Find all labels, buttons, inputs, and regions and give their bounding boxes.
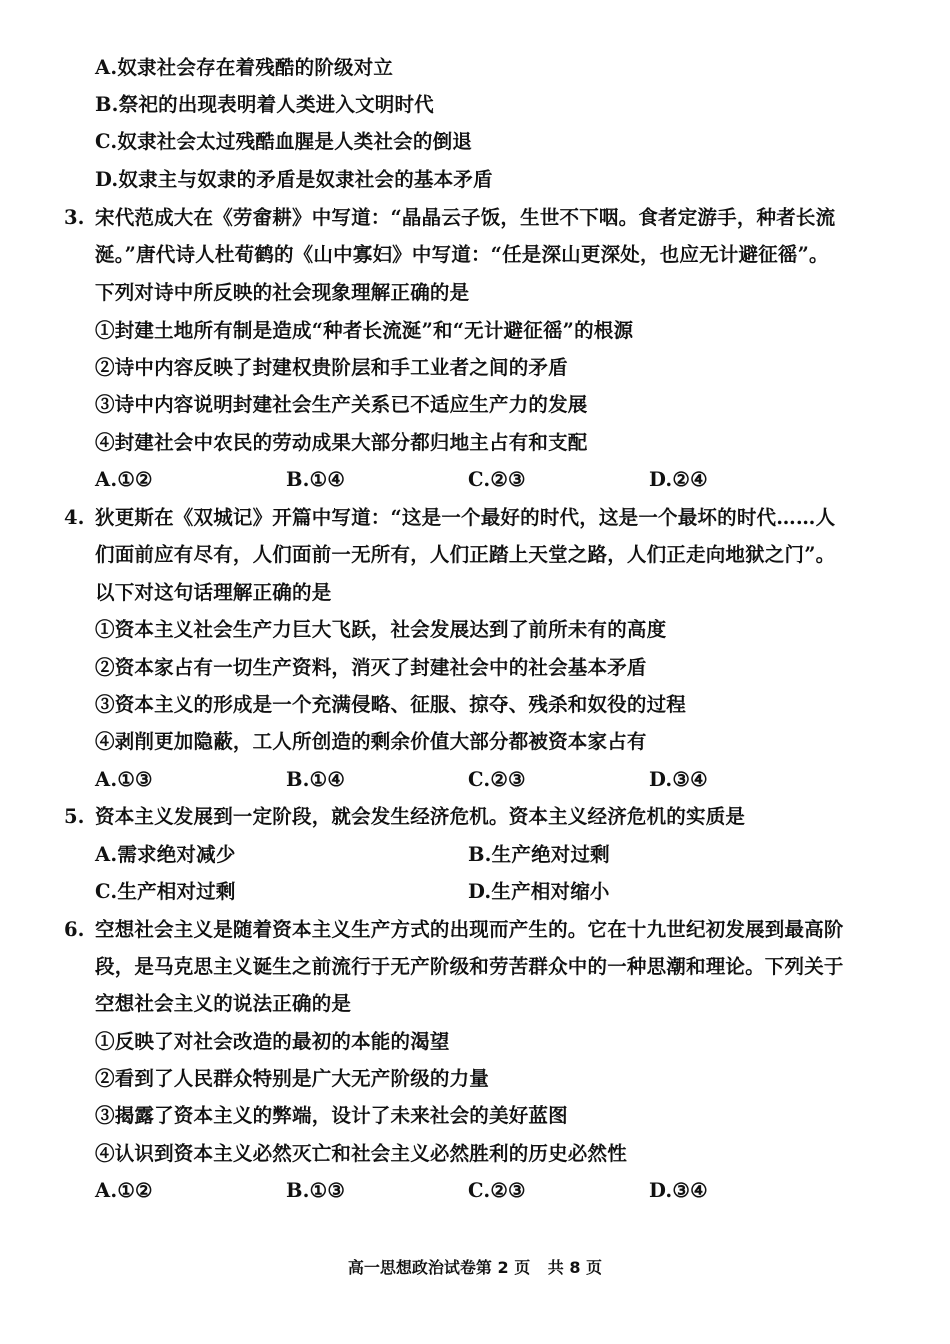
q4-item-3: ③资本主义的形成是一个充满侵略、征服、掠夺、残杀和奴役的过程 (95, 693, 687, 716)
q2-option-b: B.祭祀的出现表明着人类进入文明时代 (95, 93, 434, 116)
page-info: 高一思想政治试卷第 2 页 (347, 1258, 531, 1277)
q6-stem-line-3: 空想社会主义的说法正确的是 (95, 992, 352, 1015)
q3-item-1: ①封建土地所有制是造成“种者长流涎”和“无计避征徭”的根源 (95, 319, 634, 342)
q2-option-d: D.奴隶主与奴隶的矛盾是奴隶社会的基本矛盾 (95, 168, 493, 191)
q3-stem-line-1: 宋代范成大在《劳畲耕》中写道：“晶晶云子饭，生世不下咽。食者定游手，种者长流 (95, 206, 836, 229)
q4-stem-line-3: 以下对这句话理解正确的是 (95, 581, 332, 604)
q2-option-c: C.奴隶社会太过残酷血腥是人类社会的倒退 (95, 130, 472, 153)
q2-option-a: A.奴隶社会存在着残酷的阶级对立 (95, 56, 394, 79)
q6-item-3: ③揭露了资本主义的弊端，设计了未来社会的美好蓝图 (95, 1104, 568, 1127)
q4-choice-c: C.②③ (468, 768, 526, 791)
q3-stem-line-3: 下列对诗中所反映的社会现象理解正确的是 (95, 281, 470, 304)
q4-choice-d: D.③④ (649, 768, 708, 791)
q6-item-2: ②看到了人民群众特别是广大无产阶级的力量 (95, 1067, 490, 1090)
q6-stem-line-1: 空想社会主义是随着资本主义生产方式的出现而产生的。它在十九世纪初发展到最高阶 (95, 918, 844, 941)
q5-number: 5. (64, 805, 85, 828)
q4-stem-line-1: 狄更斯在《双城记》开篇中写道：“这是一个最好的时代，这是一个最坏的时代……人 (95, 506, 836, 529)
page-footer (0, 1257, 950, 1279)
q4-number: 4. (64, 506, 85, 529)
q4-item-1: ①资本主义社会生产力巨大飞跃，社会发展达到了前所未有的高度 (95, 618, 667, 641)
q6-choice-b: B.①③ (286, 1179, 346, 1202)
q6-item-4: ④认识到资本主义必然灭亡和社会主义必然胜利的历史必然性 (95, 1142, 627, 1165)
page-total: 共 8 页 (547, 1258, 603, 1277)
q4-item-2: ②资本家占有一切生产资料，消灭了封建社会中的社会基本矛盾 (95, 656, 647, 679)
q3-item-2: ②诗中内容反映了封建权贵阶层和手工业者之间的矛盾 (95, 356, 568, 379)
q5-choice-b: B.生产绝对过剩 (468, 843, 610, 866)
q3-item-4: ④封建社会中农民的劳动成果大部分都归地主占有和支配 (95, 431, 588, 454)
q6-stem-line-2: 段，是马克思主义诞生之前流行于无产阶级和劳苦群众中的一种思潮和理论。下列关于 (95, 955, 844, 978)
q6-choice-a: A.①② (95, 1179, 153, 1202)
q6-item-1: ①反映了对社会改造的最初的本能的渴望 (95, 1030, 450, 1053)
q4-stem-line-2: 们面前应有尽有，人们面前一无所有，人们正踏上天堂之路，人们正走向地狱之门”。 (95, 543, 836, 566)
q3-choice-d: D.②④ (649, 468, 708, 491)
q5-stem-line-1: 资本主义发展到一定阶段，就会发生经济危机。资本主义经济危机的实质是 (95, 805, 746, 828)
q4-item-4: ④剥削更加隐蔽，工人所创造的剩余价值大部分都被资本家占有 (95, 730, 647, 753)
q3-choice-c: C.②③ (468, 468, 526, 491)
q3-choice-a: A.①② (95, 468, 153, 491)
q4-choice-a: A.①③ (95, 768, 153, 791)
q5-choice-c: C.生产相对过剩 (95, 880, 236, 903)
q3-item-3: ③诗中内容说明封建社会生产关系已不适应生产力的发展 (95, 393, 588, 416)
q6-choice-c: C.②③ (468, 1179, 526, 1202)
q3-choice-b: B.①④ (286, 468, 346, 491)
q3-stem-line-2: 涎。”唐代诗人杜荀鹤的《山中寡妇》中写道：“任是深山更深处，也应无计避征徭”。 (95, 243, 829, 266)
q3-number: 3. (64, 206, 85, 229)
q5-choice-d: D.生产相对缩小 (468, 880, 610, 903)
q4-choice-b: B.①④ (286, 768, 346, 791)
q5-choice-a: A.需求绝对减少 (95, 843, 236, 866)
q6-number: 6. (64, 918, 85, 941)
q6-choice-d: D.③④ (649, 1179, 708, 1202)
